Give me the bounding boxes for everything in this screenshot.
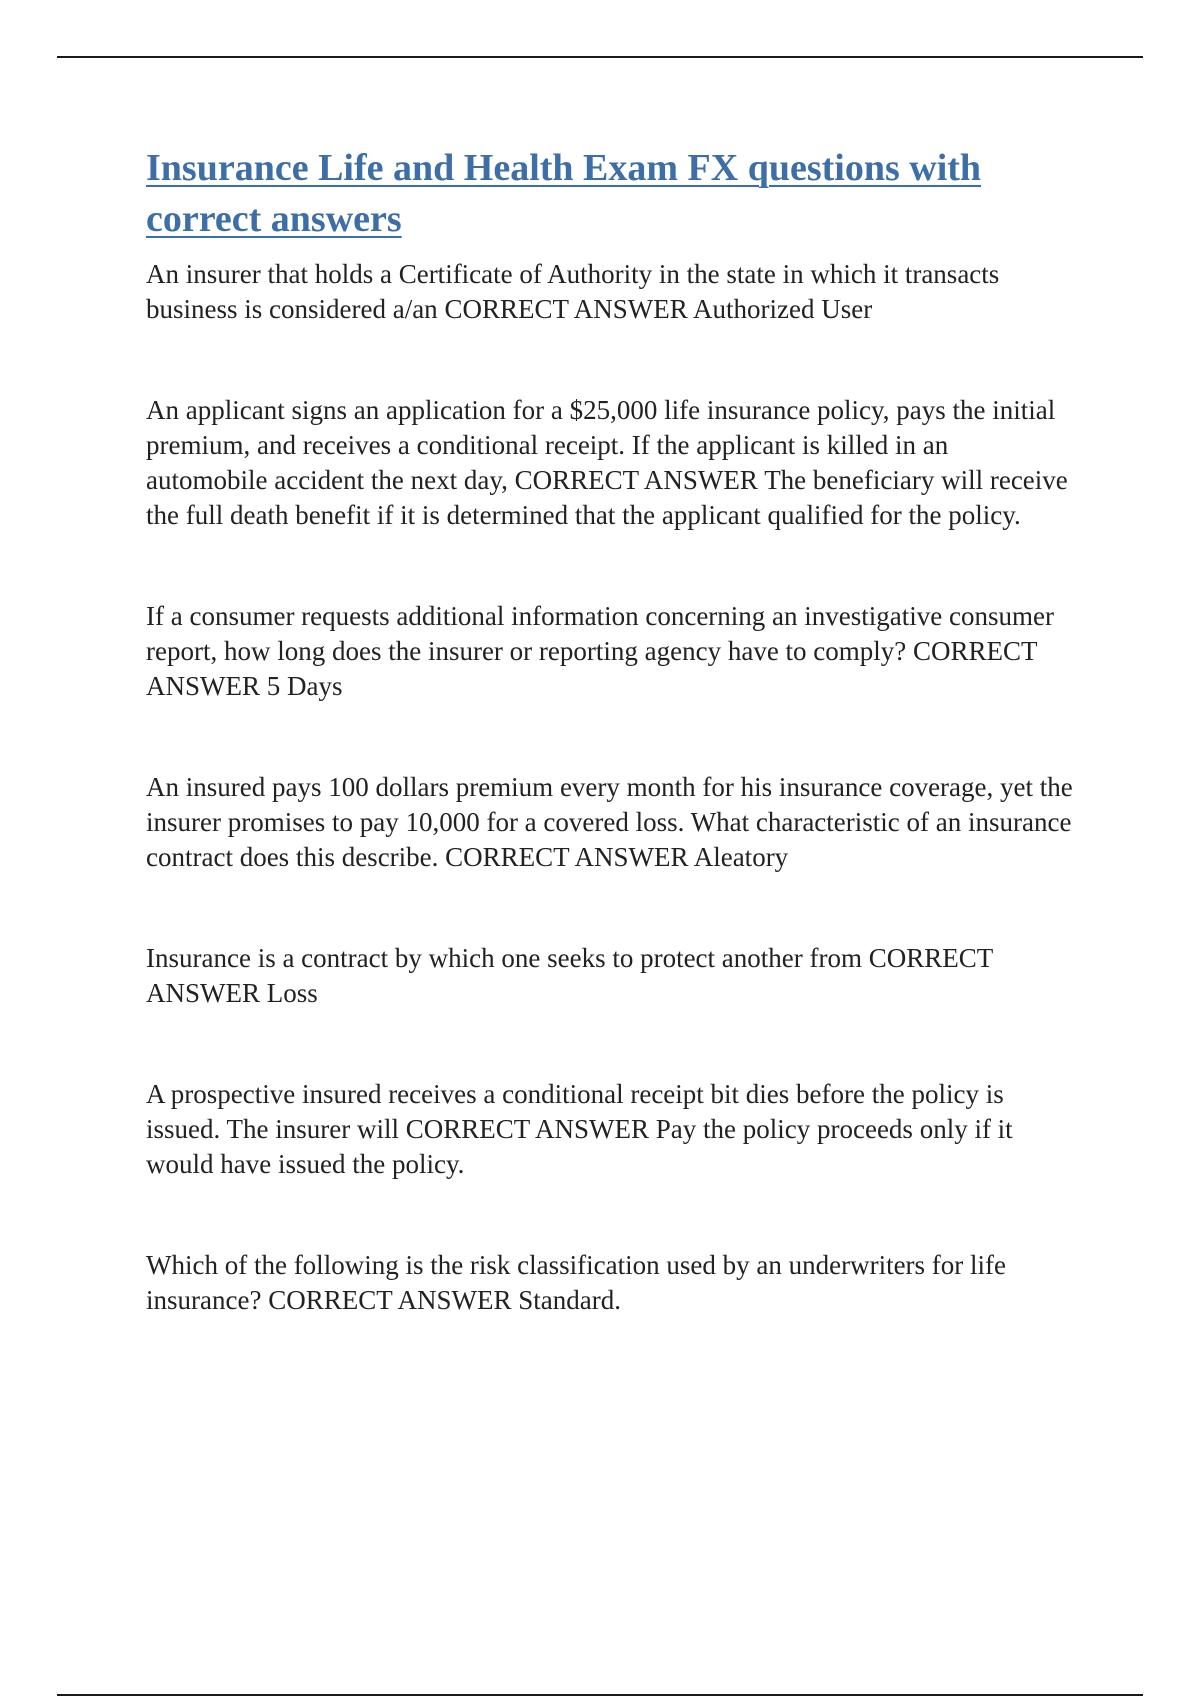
answer-text: Loss — [266, 978, 318, 1008]
answer-marker: CORRECT ANSWER — [146, 943, 993, 1008]
question-text: An insured pays 100 dollars premium every month for his insurance coverage, yet the insurer promises to pay 10,000 for a covered loss. What characteristic of an insurance contract does this describe. — [146, 772, 1073, 872]
answer-text: Authorized User — [693, 294, 873, 324]
answer-text: The beneficiary will receive the full death benefit if it is determined that the applicant qualified for the policy. — [146, 465, 1068, 530]
answer-marker: CORRECT ANSWER — [444, 294, 688, 324]
question-text: Insurance is a contract by which one seeks to protect another from — [146, 943, 862, 973]
header-rule — [57, 56, 1143, 58]
question-text: If a consumer requests additional information concerning an investigative consumer report, how long does the insurer or reporting agency have to comply? — [146, 601, 1054, 666]
qa-item — [146, 1077, 1076, 1182]
answer-text: Pay the policy proceeds only if it would have issued the policy. — [146, 1114, 1013, 1179]
qa-item — [146, 599, 1076, 704]
footer-rule — [57, 1694, 1143, 1696]
answer-text: Standard. — [518, 1285, 621, 1315]
answer-text: 5 Days — [266, 671, 343, 701]
qa-item — [146, 941, 1076, 1011]
qa-item — [146, 770, 1076, 875]
answer-marker: CORRECT ANSWER — [268, 1285, 512, 1315]
question-text: A prospective insured receives a conditional receipt bit dies before the policy is issued. The insurer will — [146, 1079, 1004, 1144]
document-body — [146, 143, 1076, 1384]
qa-item — [146, 1248, 1076, 1318]
question-text: Which of the following is the risk classification used by an underwriters for life insurance? — [146, 1250, 1007, 1315]
answer-text: Aleatory — [693, 842, 789, 872]
question-text: An applicant signs an application for a $25,000 life insurance policy, pays the initial premium, and receives a conditional receipt. If the applicant is killed in an automobile accident the next day, — [146, 395, 1056, 495]
question-text: An insurer that holds a Certificate of Authority in the state in which it transacts business is considered a/an — [146, 259, 1000, 324]
answer-marker: CORRECT ANSWER — [405, 1114, 650, 1144]
qa-item — [146, 257, 1076, 327]
answer-marker: CORRECT ANSWER — [514, 465, 758, 495]
answer-marker: CORRECT ANSWER — [445, 842, 689, 872]
answer-marker: CORRECT ANSWER — [146, 636, 1038, 701]
qa-list — [146, 257, 1076, 1318]
qa-item — [146, 393, 1076, 533]
document-title: Insurance Life and Health Exam FX questions with correct answers — [146, 147, 982, 240]
